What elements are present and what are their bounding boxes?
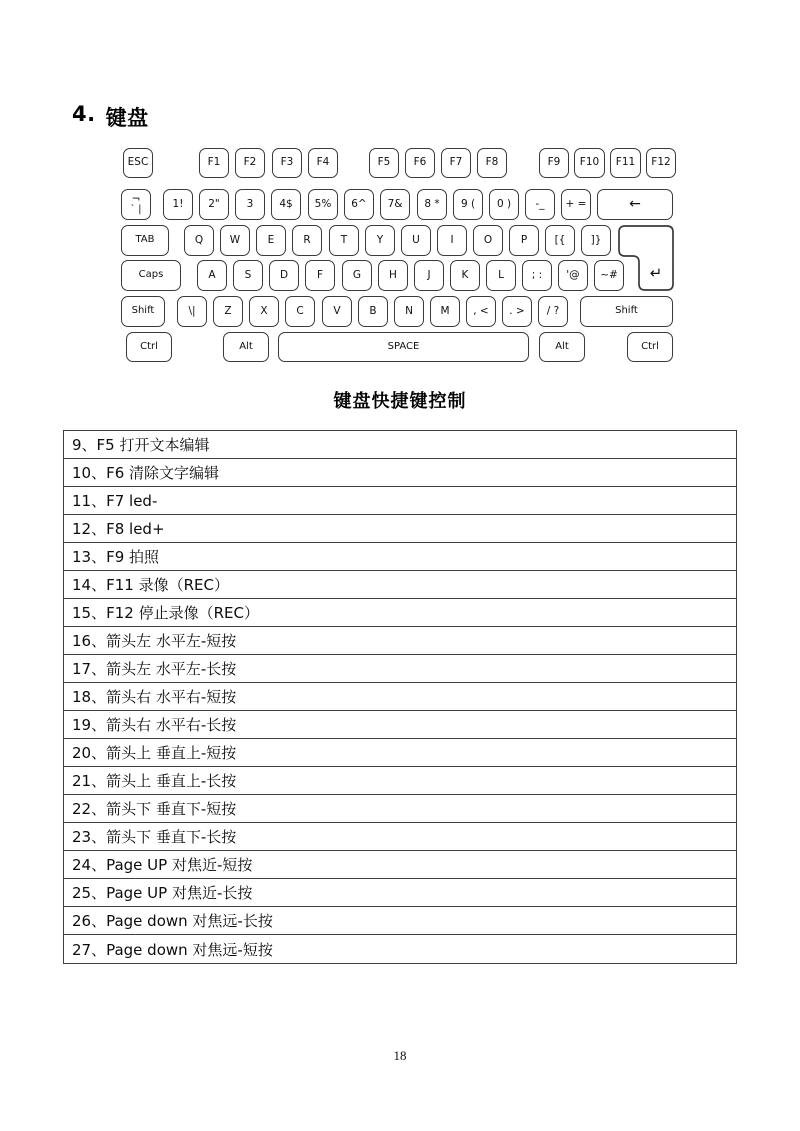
- table-row: 16、箭头左 水平左-短按: [64, 627, 736, 655]
- key-f3: F3: [272, 148, 302, 178]
- key-f4: F4: [308, 148, 338, 178]
- table-row: 25、Page UP 对焦近-长按: [64, 879, 736, 907]
- key-y: Y: [365, 225, 395, 256]
- section-number: 4.: [72, 102, 96, 126]
- key-v: V: [322, 296, 352, 327]
- key-a: A: [197, 260, 227, 291]
- key-f1: F1: [199, 148, 229, 178]
- key-5: 5%: [308, 189, 338, 220]
- key-w: W: [220, 225, 250, 256]
- table-row: 18、箭头右 水平右-短按: [64, 683, 736, 711]
- key-p: P: [509, 225, 539, 256]
- key-space: SPACE: [278, 332, 529, 362]
- table-row: 21、箭头上 垂直上-长按: [64, 767, 736, 795]
- page-number: 18: [393, 1048, 407, 1063]
- shortcut-table-title: 键盘快捷键控制: [333, 391, 467, 412]
- key-9: 9 (: [453, 189, 483, 220]
- key-u: U: [401, 225, 431, 256]
- key-i: I: [437, 225, 467, 256]
- key-rbracket: ]}: [581, 225, 611, 256]
- key-k: K: [450, 260, 480, 291]
- key-f6: F6: [405, 148, 435, 178]
- key-f7: F7: [441, 148, 471, 178]
- table-row: 11、F7 led-: [64, 487, 736, 515]
- key-2: 2": [199, 189, 229, 220]
- key-slash: / ?: [538, 296, 568, 327]
- key-minus: -_: [525, 189, 555, 220]
- table-row: 23、箭头下 垂直下-长按: [64, 823, 736, 851]
- key-enter: [618, 225, 674, 291]
- key-shift-left: Shift: [121, 296, 165, 327]
- key-o: O: [473, 225, 503, 256]
- table-row: 19、箭头右 水平右-长按: [64, 711, 736, 739]
- key-f: F: [305, 260, 335, 291]
- table-row: 15、F12 停止录像（REC）: [64, 599, 736, 627]
- section-title: 键盘: [105, 106, 149, 130]
- key-0: 0 ): [489, 189, 519, 220]
- table-row: 13、F9 拍照: [64, 543, 736, 571]
- key-l: L: [486, 260, 516, 291]
- key-f5: F5: [369, 148, 399, 178]
- table-row: 12、F8 led+: [64, 515, 736, 543]
- key-b: B: [358, 296, 388, 327]
- key-h: H: [378, 260, 408, 291]
- key-6: 6^: [344, 189, 374, 220]
- table-row: 20、箭头上 垂直上-短按: [64, 739, 736, 767]
- key-f12: F12: [646, 148, 676, 178]
- shortcut-table: [63, 430, 737, 964]
- key-lbracket: [{: [545, 225, 575, 256]
- key-s: S: [233, 260, 263, 291]
- key-quote: '@: [558, 260, 588, 291]
- table-row: 14、F11 录像（REC）: [64, 571, 736, 599]
- key-j: J: [414, 260, 444, 291]
- key-caps: Caps: [121, 260, 181, 291]
- key-7: 7&: [380, 189, 410, 220]
- key-r: R: [292, 225, 322, 256]
- table-row: 10、F6 清除文字编辑: [64, 459, 736, 487]
- key-esc: ESC: [123, 148, 153, 178]
- key-f11: F11: [610, 148, 641, 178]
- key-3: 3: [235, 189, 265, 220]
- section-heading: [72, 102, 149, 132]
- key-semicolon: ; :: [522, 260, 552, 291]
- key-c: C: [285, 296, 315, 327]
- table-row: 9、F5 打开文本编辑: [64, 431, 736, 459]
- key-d: D: [269, 260, 299, 291]
- enter-arrow-icon: ↵: [649, 264, 663, 282]
- key-z: Z: [213, 296, 243, 327]
- key-f9: F9: [539, 148, 569, 178]
- table-row: 24、Page UP 对焦近-短按: [64, 851, 736, 879]
- key-hash: ~#: [594, 260, 624, 291]
- key-backspace: ←: [597, 189, 673, 220]
- key-1: 1!: [163, 189, 193, 220]
- key-backslash: \|: [177, 296, 207, 327]
- key-shift-right: Shift: [580, 296, 673, 327]
- table-row: 26、Page down 对焦远-长按: [64, 907, 736, 935]
- key-ctrl-left: Ctrl: [126, 332, 172, 362]
- key-x: X: [249, 296, 279, 327]
- key-4: 4$: [271, 189, 301, 220]
- key-alt-right: Alt: [539, 332, 585, 362]
- table-row: 22、箭头下 垂直下-短按: [64, 795, 736, 823]
- key-period: . >: [502, 296, 532, 327]
- key-backquote: ¬ ` |: [121, 189, 151, 220]
- key-f8: F8: [477, 148, 507, 178]
- key-f10: F10: [574, 148, 605, 178]
- key-e: E: [256, 225, 286, 256]
- key-g: G: [342, 260, 372, 291]
- key-equals: + =: [561, 189, 591, 220]
- table-row: 27、Page down 对焦远-短按: [72, 940, 273, 959]
- key-m: M: [430, 296, 460, 327]
- key-alt-left: Alt: [223, 332, 269, 362]
- key-ctrl-right: Ctrl: [627, 332, 673, 362]
- key-q: Q: [184, 225, 214, 256]
- key-f2: F2: [235, 148, 265, 178]
- keyboard-diagram: [118, 145, 676, 367]
- key-comma: , <: [466, 296, 496, 327]
- table-row: 17、箭头左 水平左-长按: [64, 655, 736, 683]
- key-n: N: [394, 296, 424, 327]
- key-tab: TAB: [121, 225, 169, 256]
- key-8: 8 *: [417, 189, 447, 220]
- key-t: T: [329, 225, 359, 256]
